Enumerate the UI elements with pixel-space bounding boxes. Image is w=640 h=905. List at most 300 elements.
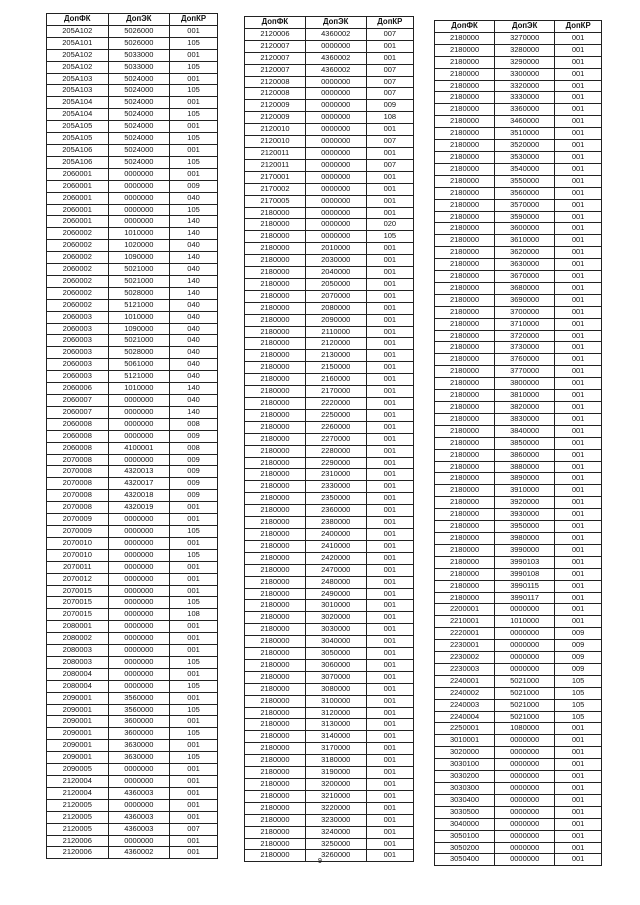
cell-dopek: 3250000 [305, 838, 366, 850]
cell-dopfk: 2120009 [245, 100, 306, 112]
table-row [47, 168, 218, 180]
table-row [245, 171, 414, 183]
header-row [47, 14, 218, 26]
cell-dopek: 0000000 [495, 604, 555, 616]
cell-dopkr: 001 [366, 493, 413, 505]
cell-dopek: 1080000 [495, 723, 555, 735]
cell-dopek: 2420000 [305, 552, 366, 564]
table-row [435, 247, 602, 259]
cell-dopfk: 3020000 [435, 747, 495, 759]
cell-dopkr: 001 [555, 521, 602, 533]
cell-dopfk: 2180000 [245, 731, 306, 743]
cell-dopkr: 001 [366, 576, 413, 588]
cell-dopek: 5061000 [108, 359, 170, 371]
cell-dopek: 0000000 [495, 842, 555, 854]
cell-dopkr: 001 [366, 433, 413, 445]
cell-dopfk: 2180000 [245, 612, 306, 624]
cell-dopfk: 2070015 [47, 609, 109, 621]
cell-dopkr: 001 [366, 564, 413, 576]
cell-dopek: 3360000 [495, 104, 555, 116]
cell-dopkr: 008 [170, 418, 218, 430]
cell-dopfk: 2070010 [47, 537, 109, 549]
table-row [47, 835, 218, 847]
cell-dopfk: 2060001 [47, 204, 109, 216]
cell-dopfk: 2060003 [47, 359, 109, 371]
cell-dopkr: 105 [170, 656, 218, 668]
cell-dopek: 5024000 [108, 144, 170, 156]
cell-dopek: 3010000 [305, 600, 366, 612]
cell-dopfk: 2180000 [245, 659, 306, 671]
cell-dopfk: 205A105 [47, 133, 109, 145]
cell-dopfk: 2180000 [245, 493, 306, 505]
cell-dopkr: 001 [555, 199, 602, 211]
cell-dopkr: 001 [170, 645, 218, 657]
cell-dopek: 0000000 [108, 395, 170, 407]
cell-dopek: 2160000 [305, 374, 366, 386]
cell-dopkr: 001 [366, 790, 413, 802]
cell-dopek: 3720000 [495, 330, 555, 342]
cell-dopek: 2270000 [305, 433, 366, 445]
cell-dopfk: 2180000 [435, 366, 495, 378]
cell-dopek: 5021000 [495, 687, 555, 699]
table-row [47, 216, 218, 228]
table-row [435, 663, 602, 675]
cell-dopek: 2360000 [305, 505, 366, 517]
cell-dopfk: 2180000 [245, 409, 306, 421]
table-row [47, 264, 218, 276]
table-row [47, 692, 218, 704]
cell-dopek: 0000000 [305, 147, 366, 159]
cell-dopfk: 3030100 [435, 759, 495, 771]
cell-dopkr: 001 [555, 509, 602, 521]
table-row [245, 159, 414, 171]
cell-dopek: 0000000 [305, 76, 366, 88]
cell-dopkr: 007 [366, 136, 413, 148]
table-row [435, 652, 602, 664]
table-row [435, 854, 602, 866]
table-row [245, 338, 414, 350]
cell-dopkr: 009 [555, 640, 602, 652]
cell-dopek: 3290000 [495, 56, 555, 68]
table-row [245, 838, 414, 850]
table-row [435, 80, 602, 92]
cell-dopek: 0000000 [108, 597, 170, 609]
header-dopek: ДопЭК [305, 17, 366, 29]
table-row [47, 121, 218, 133]
header-row [435, 21, 602, 33]
cell-dopfk: 2180000 [435, 163, 495, 175]
cell-dopkr: 001 [366, 52, 413, 64]
cell-dopkr: 001 [366, 314, 413, 326]
cell-dopek: 3240000 [305, 826, 366, 838]
cell-dopfk: 2180000 [435, 294, 495, 306]
cell-dopfk: 2120011 [245, 159, 306, 171]
cell-dopfk: 2180000 [435, 104, 495, 116]
cell-dopek: 3540000 [495, 163, 555, 175]
cell-dopkr: 009 [170, 430, 218, 442]
cell-dopfk: 2120010 [245, 124, 306, 136]
table-row [435, 497, 602, 509]
cell-dopfk: 205A106 [47, 156, 109, 168]
cell-dopkr: 001 [555, 842, 602, 854]
cell-dopek: 0000000 [108, 585, 170, 597]
table-row [47, 561, 218, 573]
table-row [47, 549, 218, 561]
cell-dopkr: 001 [170, 835, 218, 847]
cell-dopek: 2250000 [305, 409, 366, 421]
table-row [47, 240, 218, 252]
cell-dopkr: 008 [170, 442, 218, 454]
table-row [435, 92, 602, 104]
cell-dopkr: 001 [366, 40, 413, 52]
table-row [245, 457, 414, 469]
cell-dopfk: 2180000 [245, 421, 306, 433]
cell-dopek: 3070000 [305, 671, 366, 683]
cell-dopkr: 001 [555, 151, 602, 163]
cell-dopkr: 001 [555, 473, 602, 485]
cell-dopek: 3280000 [495, 44, 555, 56]
cell-dopfk: 2070011 [47, 561, 109, 573]
cell-dopfk: 2120006 [47, 847, 109, 859]
table-row [245, 707, 414, 719]
cell-dopkr: 001 [366, 779, 413, 791]
cell-dopfk: 2180000 [245, 481, 306, 493]
cell-dopek: 3530000 [495, 151, 555, 163]
cell-dopek: 3800000 [495, 378, 555, 390]
cell-dopek: 0000000 [305, 207, 366, 219]
cell-dopkr: 040 [170, 371, 218, 383]
cell-dopkr: 001 [170, 692, 218, 704]
cell-dopfk: 2180000 [435, 116, 495, 128]
cell-dopfk: 2180000 [435, 342, 495, 354]
cell-dopfk: 2120006 [47, 835, 109, 847]
cell-dopek: 5021000 [108, 264, 170, 276]
cell-dopek: 3810000 [495, 390, 555, 402]
table-row [47, 776, 218, 788]
table-row [245, 826, 414, 838]
cell-dopfk: 2060001 [47, 168, 109, 180]
cell-dopfk: 2180000 [245, 469, 306, 481]
cell-dopfk: 2250001 [435, 723, 495, 735]
cell-dopfk: 2180000 [435, 521, 495, 533]
table-row [245, 755, 414, 767]
cell-dopfk: 205A102 [47, 49, 109, 61]
cell-dopkr: 001 [366, 147, 413, 159]
cell-dopek: 0000000 [495, 854, 555, 866]
cell-dopkr: 001 [366, 421, 413, 433]
table-row [245, 326, 414, 338]
cell-dopkr: 001 [555, 116, 602, 128]
cell-dopfk: 2180000 [435, 44, 495, 56]
cell-dopek: 0000000 [495, 794, 555, 806]
cell-dopkr: 001 [555, 378, 602, 390]
cell-dopek: 5024000 [108, 85, 170, 97]
cell-dopek: 2170000 [305, 386, 366, 398]
cell-dopkr: 001 [366, 850, 413, 862]
table-row [435, 604, 602, 616]
cell-dopkr: 001 [170, 633, 218, 645]
table-row [47, 502, 218, 514]
cell-dopkr: 105 [170, 704, 218, 716]
cell-dopfk: 2240001 [435, 675, 495, 687]
cell-dopkr: 001 [555, 80, 602, 92]
cell-dopek: 2260000 [305, 421, 366, 433]
cell-dopek: 0000000 [495, 771, 555, 783]
cell-dopfk: 2180000 [435, 259, 495, 271]
cell-dopkr: 001 [366, 624, 413, 636]
cell-dopek: 3060000 [305, 659, 366, 671]
cell-dopkr: 001 [366, 171, 413, 183]
cell-dopfk: 3010001 [435, 735, 495, 747]
cell-dopfk: 205A103 [47, 73, 109, 85]
cell-dopfk: 2090005 [47, 764, 109, 776]
cell-dopkr: 001 [555, 56, 602, 68]
table-row [47, 359, 218, 371]
cell-dopek: 3830000 [495, 413, 555, 425]
cell-dopek: 0000000 [495, 652, 555, 664]
cell-dopfk: 2180000 [435, 425, 495, 437]
table-row [47, 97, 218, 109]
table-row [245, 648, 414, 660]
table-row [435, 223, 602, 235]
cell-dopek: 5033000 [108, 49, 170, 61]
cell-dopfk: 2180000 [245, 719, 306, 731]
cell-dopkr: 001 [366, 636, 413, 648]
cell-dopek: 0000000 [108, 525, 170, 537]
cell-dopfk: 2170001 [245, 171, 306, 183]
cell-dopkr: 001 [366, 731, 413, 743]
cell-dopfk: 3030500 [435, 806, 495, 818]
cell-dopfk: 2180000 [435, 544, 495, 556]
cell-dopek: 0000000 [108, 204, 170, 216]
table-row [435, 235, 602, 247]
cell-dopkr: 001 [555, 437, 602, 449]
code-table-3 [434, 20, 602, 866]
cell-dopkr: 001 [555, 854, 602, 866]
cell-dopfk: 2180000 [245, 314, 306, 326]
cell-dopkr: 001 [555, 68, 602, 80]
cell-dopkr: 001 [555, 44, 602, 56]
cell-dopek: 5026000 [108, 37, 170, 49]
table-row [47, 347, 218, 359]
cell-dopkr: 001 [170, 621, 218, 633]
cell-dopfk: 3050100 [435, 830, 495, 842]
table-row [245, 636, 414, 648]
table-row [435, 806, 602, 818]
table-row [245, 743, 414, 755]
cell-dopfk: 2180000 [245, 267, 306, 279]
cell-dopek: 5024000 [108, 97, 170, 109]
table-row [245, 112, 414, 124]
cell-dopkr: 001 [555, 294, 602, 306]
table-row [245, 147, 414, 159]
cell-dopfk: 2080003 [47, 656, 109, 668]
table-row [47, 573, 218, 585]
cell-dopfk: 2180000 [245, 457, 306, 469]
cell-dopkr: 001 [555, 354, 602, 366]
cell-dopkr: 001 [366, 707, 413, 719]
cell-dopfk: 2060003 [47, 347, 109, 359]
table-row [245, 219, 414, 231]
cell-dopkr: 001 [555, 783, 602, 795]
cell-dopfk: 2180000 [435, 485, 495, 497]
cell-dopkr: 007 [366, 88, 413, 100]
cell-dopek: 3920000 [495, 497, 555, 509]
cell-dopkr: 001 [555, 544, 602, 556]
table-row [245, 695, 414, 707]
cell-dopfk: 205A102 [47, 61, 109, 73]
cell-dopek: 0000000 [305, 100, 366, 112]
cell-dopkr: 001 [366, 386, 413, 398]
table-row [47, 597, 218, 609]
table-row [435, 675, 602, 687]
cell-dopkr: 007 [366, 159, 413, 171]
cell-dopfk: 2180000 [435, 413, 495, 425]
cell-dopkr: 001 [555, 211, 602, 223]
table-row [245, 683, 414, 695]
cell-dopek: 3560000 [495, 187, 555, 199]
table-row [435, 711, 602, 723]
cell-dopek: 0000000 [108, 430, 170, 442]
table-row [435, 366, 602, 378]
cell-dopkr: 001 [555, 92, 602, 104]
cell-dopfk: 2060003 [47, 335, 109, 347]
cell-dopkr: 001 [366, 540, 413, 552]
table-row [245, 183, 414, 195]
cell-dopfk: 2120005 [47, 823, 109, 835]
table-row [245, 124, 414, 136]
cell-dopkr: 001 [555, 342, 602, 354]
cell-dopek: 2040000 [305, 267, 366, 279]
cell-dopfk: 2170002 [245, 183, 306, 195]
table-row [435, 342, 602, 354]
cell-dopfk: 2240004 [435, 711, 495, 723]
table-row [435, 306, 602, 318]
cell-dopek: 2290000 [305, 457, 366, 469]
cell-dopfk: 2170005 [245, 195, 306, 207]
cell-dopfk: 2120004 [47, 776, 109, 788]
cell-dopkr: 007 [366, 28, 413, 40]
cell-dopkr: 001 [366, 398, 413, 410]
cell-dopfk: 2070015 [47, 585, 109, 597]
table-row [435, 390, 602, 402]
table-row [47, 490, 218, 502]
cell-dopkr: 001 [170, 740, 218, 752]
cell-dopfk: 2180000 [245, 743, 306, 755]
cell-dopek: 5121000 [108, 371, 170, 383]
cell-dopfk: 2180000 [435, 80, 495, 92]
cell-dopek: 2110000 [305, 326, 366, 338]
cell-dopfk: 2120011 [245, 147, 306, 159]
table-row [245, 671, 414, 683]
cell-dopek: 3590000 [495, 211, 555, 223]
table-row [245, 850, 414, 862]
cell-dopek: 0000000 [305, 124, 366, 136]
cell-dopkr: 001 [366, 195, 413, 207]
cell-dopfk: 2120007 [245, 52, 306, 64]
cell-dopfk: 2070010 [47, 549, 109, 561]
cell-dopkr: 001 [170, 25, 218, 37]
table-row [435, 259, 602, 271]
cell-dopfk: 2080002 [47, 633, 109, 645]
cell-dopek: 1090000 [108, 323, 170, 335]
cell-dopkr: 001 [555, 163, 602, 175]
cell-dopfk: 2180000 [245, 326, 306, 338]
header-dopfk: ДопФК [435, 21, 495, 33]
cell-dopek: 0000000 [495, 747, 555, 759]
cell-dopfk: 2090001 [47, 752, 109, 764]
cell-dopfk: 2070008 [47, 502, 109, 514]
cell-dopek: 3050000 [305, 648, 366, 660]
table-row [245, 493, 414, 505]
cell-dopek: 0000000 [305, 88, 366, 100]
cell-dopek: 1010000 [108, 311, 170, 323]
cell-dopkr: 001 [366, 814, 413, 826]
cell-dopek: 4360002 [305, 28, 366, 40]
cell-dopkr: 001 [366, 505, 413, 517]
cell-dopkr: 001 [366, 671, 413, 683]
table-row [47, 752, 218, 764]
table-row [435, 521, 602, 533]
cell-dopkr: 020 [366, 219, 413, 231]
table-row [435, 640, 602, 652]
table-row [435, 616, 602, 628]
cell-dopkr: 001 [366, 338, 413, 350]
cell-dopek: 2480000 [305, 576, 366, 588]
cell-dopek: 2120000 [305, 338, 366, 350]
cell-dopfk: 2180000 [245, 540, 306, 552]
cell-dopfk: 2120010 [245, 136, 306, 148]
cell-dopkr: 001 [366, 743, 413, 755]
cell-dopfk: 2180000 [245, 564, 306, 576]
cell-dopkr: 001 [170, 168, 218, 180]
cell-dopek: 1010000 [108, 383, 170, 395]
cell-dopkr: 140 [170, 406, 218, 418]
cell-dopek: 3990117 [495, 592, 555, 604]
cell-dopfk: 2180000 [245, 374, 306, 386]
cell-dopkr: 009 [555, 663, 602, 675]
table-row [47, 668, 218, 680]
cell-dopkr: 001 [170, 787, 218, 799]
cell-dopek: 0000000 [108, 776, 170, 788]
table-row [47, 525, 218, 537]
cell-dopfk: 2060002 [47, 299, 109, 311]
cell-dopfk: 2180000 [245, 386, 306, 398]
table-row [435, 175, 602, 187]
cell-dopek: 5026000 [108, 25, 170, 37]
cell-dopfk: 2180000 [245, 838, 306, 850]
cell-dopfk: 2180000 [245, 588, 306, 600]
table-row [245, 540, 414, 552]
cell-dopkr: 001 [366, 648, 413, 660]
cell-dopfk: 2180000 [245, 445, 306, 457]
cell-dopek: 0000000 [108, 561, 170, 573]
cell-dopfk: 2180000 [245, 814, 306, 826]
cell-dopkr: 040 [170, 192, 218, 204]
cell-dopkr: 040 [170, 347, 218, 359]
cell-dopkr: 001 [555, 794, 602, 806]
table-row [435, 771, 602, 783]
table-row [435, 735, 602, 747]
table-row [245, 267, 414, 279]
cell-dopkr: 009 [170, 490, 218, 502]
table-row [435, 271, 602, 283]
cell-dopek: 0000000 [305, 159, 366, 171]
cell-dopkr: 001 [170, 776, 218, 788]
table-row [47, 799, 218, 811]
header-dopkr: ДопКР [555, 21, 602, 33]
cell-dopek: 3140000 [305, 731, 366, 743]
